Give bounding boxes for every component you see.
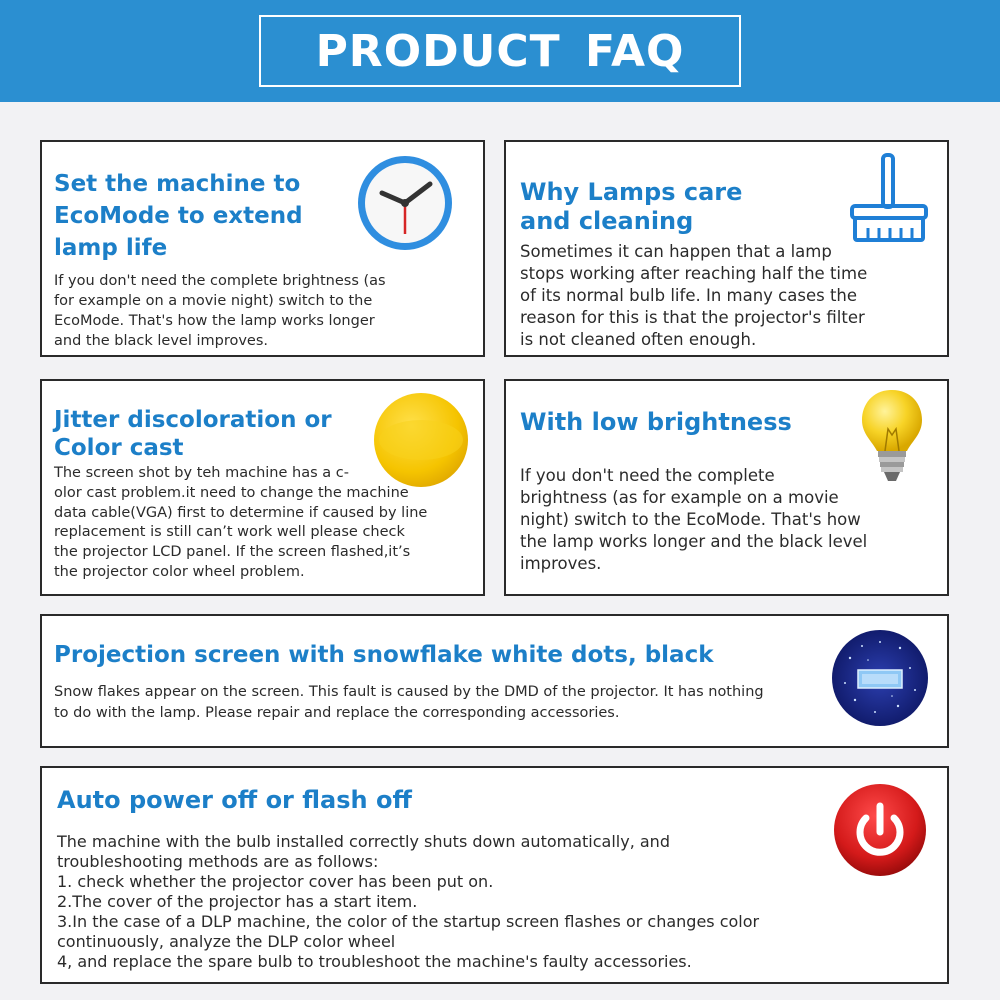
card-title: Why Lamps care and cleaning [520,178,743,235]
card-body: The screen shot by teh machine has a c- olor cast problem.it need to change the machine data cable(VGA) first to determine if caused by line replacement is still can’t work well please check the projector LCD panel. If the screen flashed,it’s the projector color wheel problem. [54,465,428,580]
faq-card-low-brightness [504,379,949,596]
card-title: Set the machine to EcoMode to extend lamp life [54,171,303,261]
card-body: Snow flakes appear on the screen. This fault is caused by the DMD of the projector. It has nothing to do with the lamp. Please repair and replace the corresponding accessories. [54,684,764,721]
card-body: If you don't need the complete brightness (as for example on a movie night) switch to the EcoMode. That's how the lamp works longer and the black level improves. [520,466,868,573]
brush-icon [846,152,936,244]
header-banner [0,0,1000,102]
light-bulb-icon [859,387,925,491]
yellow-circle-icon [372,391,470,489]
clock-icon [354,152,456,254]
card-title: Jitter discoloration or Color cast [54,407,332,461]
faq-card-lamps-care [504,140,949,357]
card-title: Auto power off or flash off [57,786,412,814]
power-button-icon [832,782,928,878]
card-body: If you don't need the complete brightness (as for example on a movie night) switch to the EcoMode. That's how the lamp works longer and the black level improves. [54,273,386,349]
faq-card-jitter [40,379,485,596]
card-title: With low brightness [520,408,792,436]
faq-card-ecomode [40,140,485,357]
faq-card-snowflake [40,614,949,748]
title-frame [259,15,741,87]
card-body: Sometimes it can happen that a lamp stops working after reaching half the time of its normal bulb life. In many cases the reason for this is that the projector's filter is not cleaned often enough. [520,242,868,349]
faq-card-auto-power [40,766,949,984]
page-title: PRODUCT FAQ [315,25,685,77]
card-body: The machine with the bulb installed correctly shuts down automatically, and troubleshooting methods are as follows: 1. check whether the projector cover has been put on. 2.The cover of the projector has a start item. 3.In the case of a DLP machine, the color of the startup screen flashes or changes color continuously, analyze the DLP color wheel 4, and replace the spare bulb to troubleshoot the machine's faulty accessories. [57,832,760,971]
card-title: Projection screen with snowflake white dots, black [54,642,714,668]
dmd-chip-icon [830,628,930,728]
